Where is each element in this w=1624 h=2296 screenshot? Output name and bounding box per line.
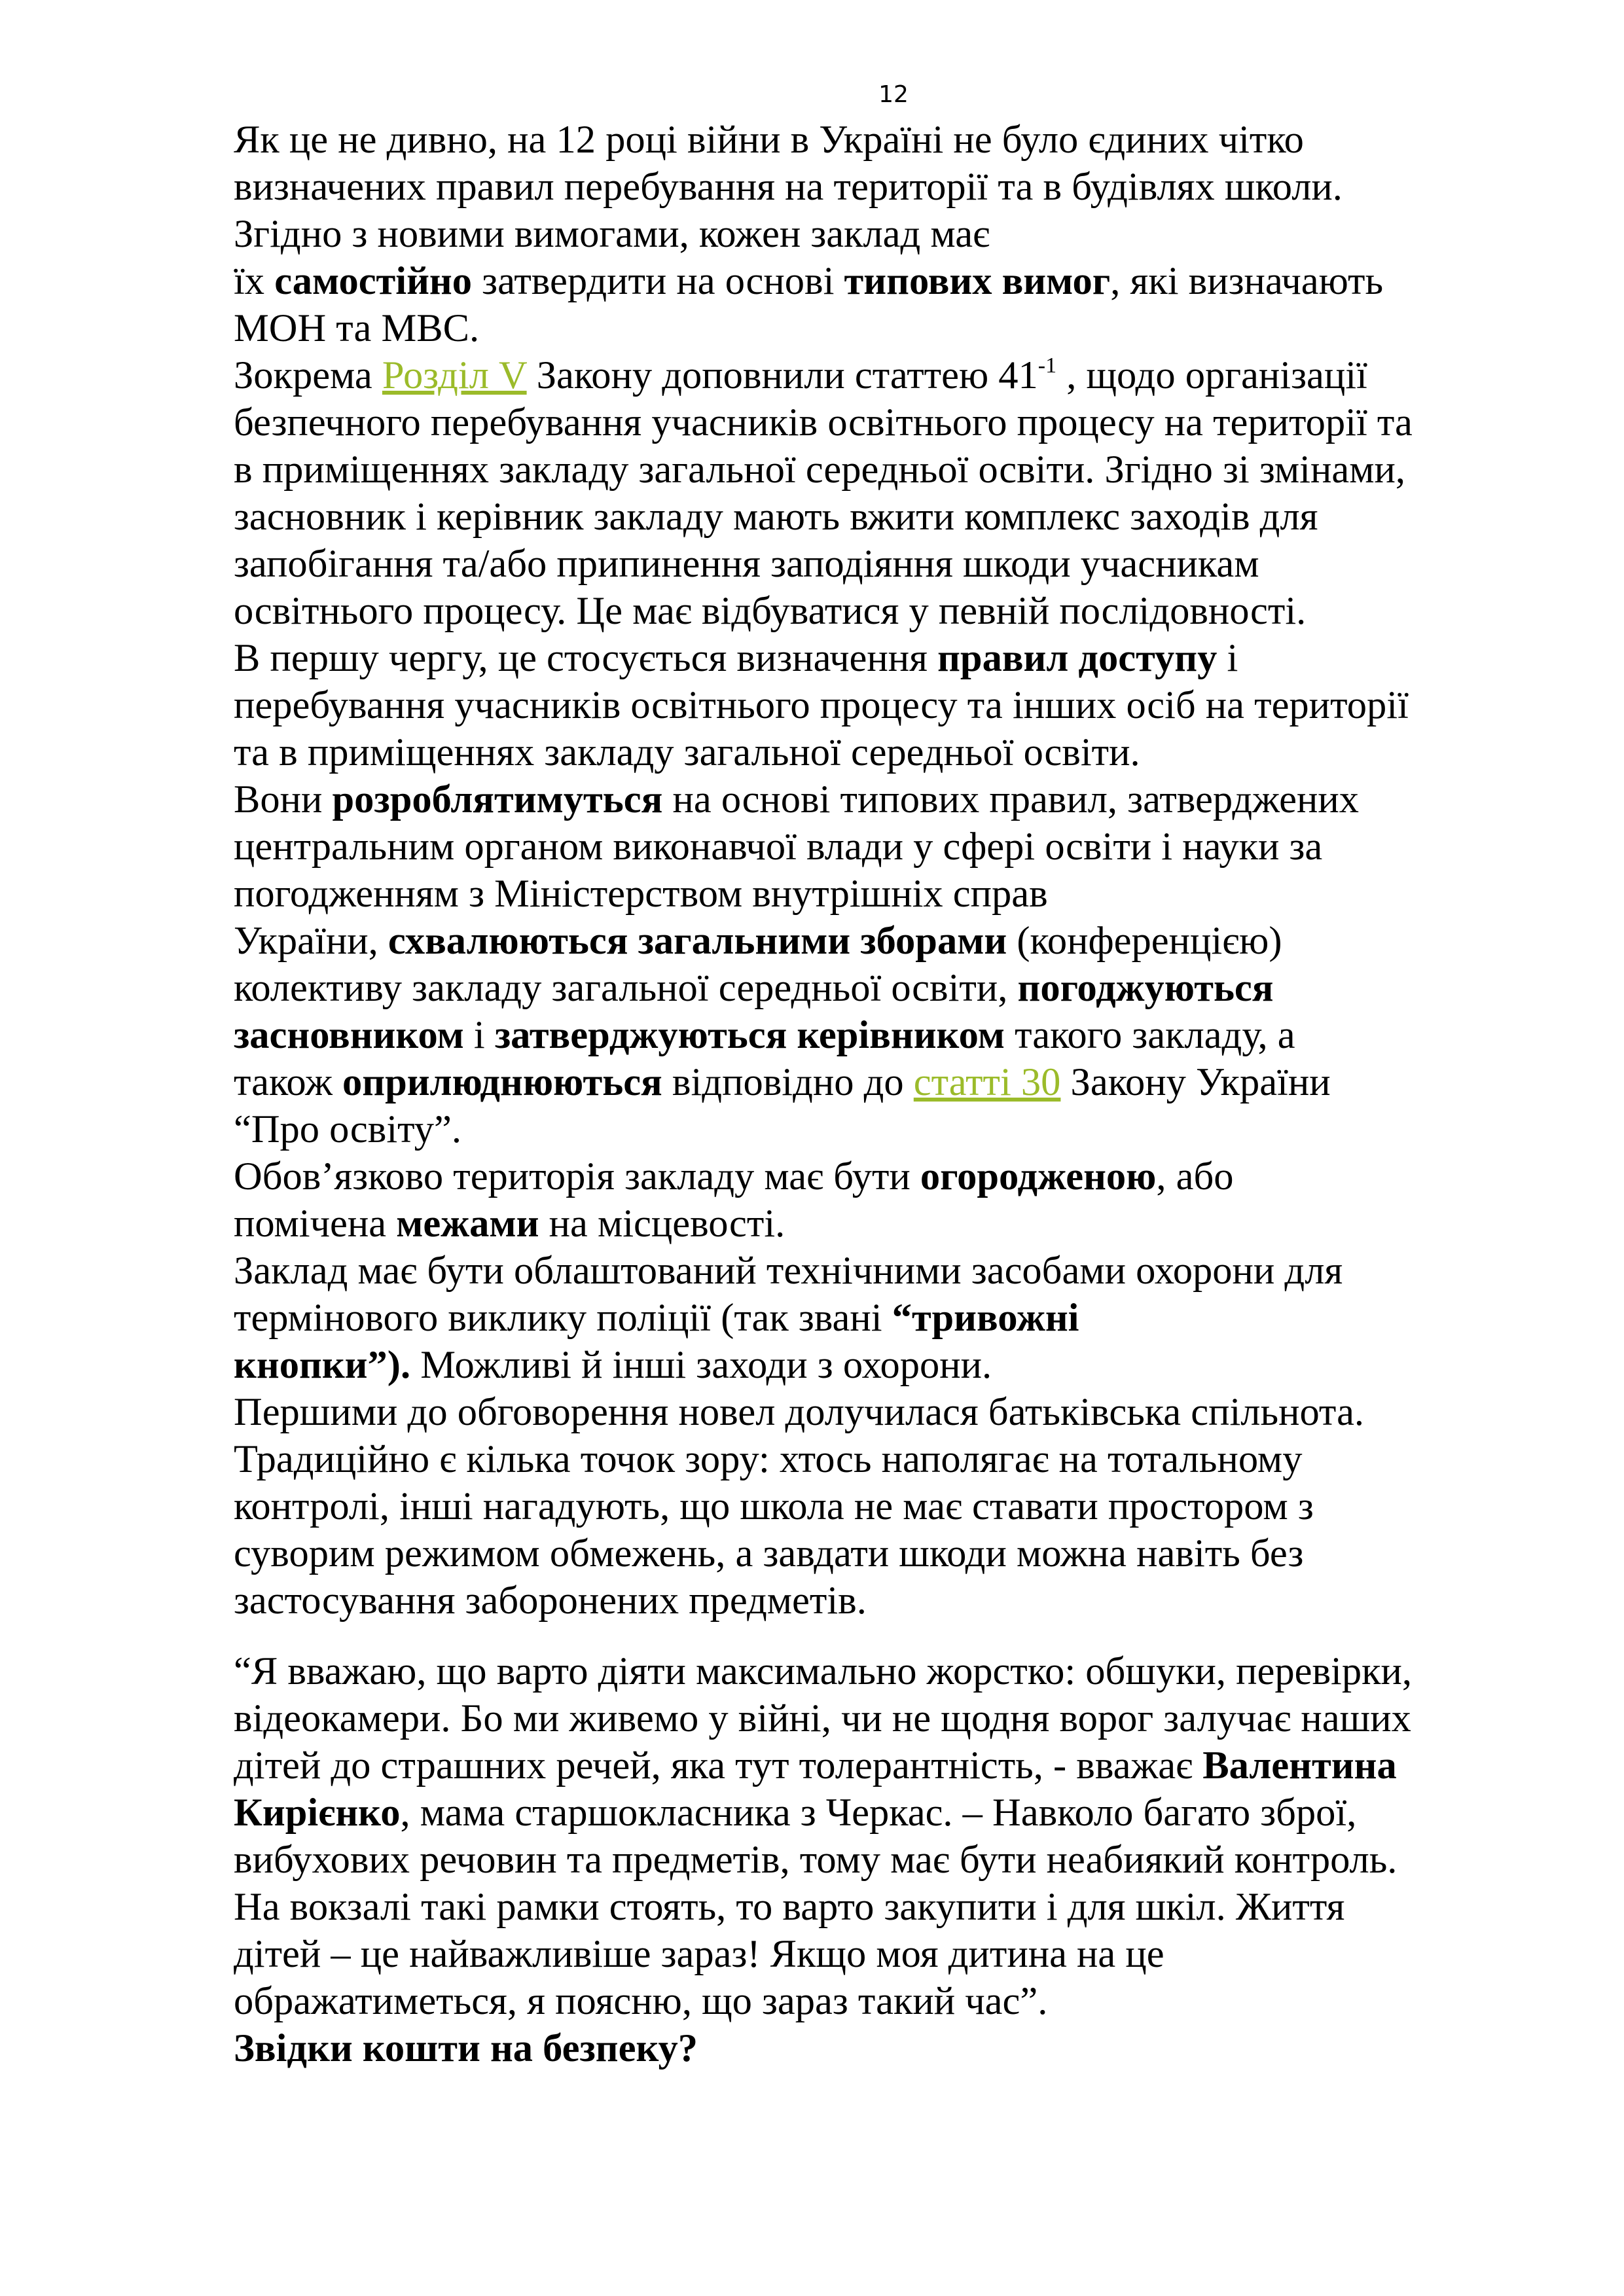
document-body bbox=[234, 117, 1510, 2072]
text-run: МОН та МВС. bbox=[234, 306, 480, 350]
text-run: В першу чергу, це стосується визначення bbox=[234, 636, 938, 680]
superscript: -1 bbox=[1038, 353, 1057, 378]
text-run: також bbox=[234, 1060, 343, 1104]
text-line bbox=[234, 1884, 1510, 1931]
text-line bbox=[234, 1012, 1510, 1059]
text-run: Закону України bbox=[1060, 1060, 1331, 1104]
paragraph-gap bbox=[234, 1624, 1510, 1648]
text-line bbox=[234, 258, 1510, 305]
text-line bbox=[234, 164, 1510, 211]
text-run: термінового виклику поліції (так звані bbox=[234, 1296, 892, 1340]
text-line bbox=[234, 211, 1510, 258]
text-line bbox=[234, 1695, 1510, 1742]
text-line bbox=[234, 1931, 1510, 1978]
text-run: відеокамери. Бо ми живемо у війні, чи не щодня ворог залучає наших bbox=[234, 1696, 1411, 1740]
bold-text: самостійно bbox=[274, 259, 473, 303]
text-line bbox=[234, 446, 1510, 493]
text-line bbox=[234, 1389, 1510, 1436]
text-run: освітнього процесу. Це має відбуватися у певній послідовності. bbox=[234, 589, 1307, 633]
text-run: “Я вважаю, що варто діяти максимально жорстко: обшуки, перевірки, bbox=[234, 1649, 1412, 1693]
text-line bbox=[234, 1153, 1510, 1200]
inline-link[interactable]: статті 30 bbox=[913, 1060, 1061, 1104]
text-line bbox=[234, 682, 1510, 729]
text-run: визначених правил перебування на території та в будівлях школи. bbox=[234, 165, 1343, 209]
text-run: , або bbox=[1156, 1155, 1234, 1198]
text-line bbox=[234, 541, 1510, 588]
text-line bbox=[234, 588, 1510, 635]
text-line bbox=[234, 399, 1510, 446]
bold-text: засновником bbox=[234, 1013, 464, 1057]
text-line bbox=[234, 1837, 1510, 1884]
bold-text: оприлюднюються bbox=[342, 1060, 662, 1104]
inline-link[interactable]: Розділ V bbox=[382, 353, 527, 397]
text-run: , які визначають bbox=[1110, 259, 1384, 303]
text-run: центральним органом виконавчої влади у сфері освіти і науки за bbox=[234, 825, 1323, 869]
text-run: та в приміщеннях закладу загальної середньої освіти. bbox=[234, 730, 1140, 774]
text-run: відповідно до bbox=[662, 1060, 914, 1104]
text-run: на основі типових правил, затверджених bbox=[662, 778, 1359, 821]
text-line bbox=[234, 1530, 1510, 1577]
text-run: такого закладу, а bbox=[1004, 1013, 1295, 1057]
bold-text: розроблятимуться bbox=[332, 778, 663, 821]
text-line bbox=[234, 1059, 1510, 1106]
text-line bbox=[234, 823, 1510, 870]
text-run: на місцевості. bbox=[539, 1202, 785, 1246]
text-run: України, bbox=[234, 919, 388, 963]
text-run: колективу закладу загальної середньої освіти, bbox=[234, 966, 1018, 1010]
bold-text: “тривожні bbox=[892, 1296, 1079, 1340]
text-line bbox=[234, 1648, 1510, 1695]
bold-text: Кирієнко bbox=[234, 1791, 401, 1835]
page-number: 12 bbox=[878, 81, 909, 108]
text-line bbox=[234, 1789, 1510, 1837]
text-run: Вони bbox=[234, 778, 333, 821]
text-run: ображатиметься, я поясню, що зараз такий час”. bbox=[234, 1979, 1048, 2023]
text-line bbox=[234, 635, 1510, 682]
text-run: дітей до страшних речей, яка тут толерантність, - вважає bbox=[234, 1744, 1203, 1787]
bold-text: Валентина bbox=[1202, 1744, 1397, 1787]
text-run: Першими до обговорення новел долучилася батьківська спільнота. bbox=[234, 1390, 1365, 1434]
text-run: , щодо організації bbox=[1056, 353, 1367, 397]
text-line bbox=[234, 870, 1510, 918]
text-run: На вокзалі такі рамки стоять, то варто закупити і для шкіл. Життя bbox=[234, 1885, 1345, 1929]
text-line bbox=[234, 1295, 1510, 1342]
text-line bbox=[234, 1483, 1510, 1530]
text-run: , мама старшокласника з Черкас. – Навколо багато зброї, bbox=[400, 1791, 1357, 1835]
text-run: Як це не дивно, на 12 році війни в Україні не було єдиних чітко bbox=[234, 118, 1304, 162]
text-run: Можливі й інші заходи з охорони. bbox=[410, 1343, 992, 1387]
text-run: затвердити на основі bbox=[472, 259, 844, 303]
text-run: помічена bbox=[234, 1202, 397, 1246]
text-run: Закону доповнили статтею 41 bbox=[526, 353, 1038, 397]
bold-text: правил доступу bbox=[937, 636, 1218, 680]
text-line bbox=[234, 1106, 1510, 1153]
text-run: Традиційно є кілька точок зору: хтось наполягає на тотальному bbox=[234, 1437, 1303, 1481]
text-run: їх bbox=[234, 259, 275, 303]
text-run: в приміщеннях закладу загальної середньої освіти. Згідно зі змінами, bbox=[234, 448, 1406, 492]
text-run: і bbox=[1217, 636, 1238, 680]
bold-text: погоджуються bbox=[1017, 966, 1274, 1010]
text-line bbox=[234, 1742, 1510, 1789]
bold-text: кнопки”). bbox=[234, 1343, 411, 1387]
text-line bbox=[234, 2025, 1510, 2072]
text-run: Обов’язково територія закладу має бути bbox=[234, 1155, 920, 1198]
text-line bbox=[234, 776, 1510, 823]
text-line bbox=[234, 729, 1510, 776]
text-run: дітей – це найважливіше зараз! Якщо моя дитина на це bbox=[234, 1932, 1164, 1976]
text-line bbox=[234, 1200, 1510, 1247]
text-run: перебування учасників освітнього процесу та інших осіб на території bbox=[234, 683, 1409, 727]
text-line bbox=[234, 1342, 1510, 1389]
text-line bbox=[234, 1577, 1510, 1624]
text-run: Заклад має бути облаштований технічними засобами охорони для bbox=[234, 1249, 1343, 1293]
text-line bbox=[234, 918, 1510, 965]
text-run: і bbox=[463, 1013, 495, 1057]
text-line bbox=[234, 965, 1510, 1012]
text-run: безпечного перебування учасників освітнього процесу на території та bbox=[234, 401, 1413, 444]
text-run: вибухових речовин та предметів, тому має бути неабиякий контроль. bbox=[234, 1838, 1398, 1882]
text-line bbox=[234, 1436, 1510, 1483]
text-run: Зокрема bbox=[234, 353, 382, 397]
text-run: запобігання та/або припинення заподіяння шкоди учасникам bbox=[234, 542, 1259, 586]
text-run: (конференцією) bbox=[1007, 919, 1282, 963]
text-run: засновник і керівник закладу мають вжити комплекс заходів для bbox=[234, 495, 1318, 539]
text-run: контролі, інші нагадують, що школа не має ставати простором з bbox=[234, 1484, 1314, 1528]
bold-text: межами bbox=[396, 1202, 539, 1246]
text-line bbox=[234, 493, 1510, 541]
text-run: погодженням з Міністерством внутрішніх справ bbox=[234, 872, 1048, 916]
bold-text: затверджуються керівником bbox=[494, 1013, 1005, 1057]
text-line bbox=[234, 117, 1510, 164]
text-run: Згідно з новими вимогами, кожен заклад має bbox=[234, 212, 990, 256]
text-line bbox=[234, 1978, 1510, 2025]
text-line bbox=[234, 305, 1510, 352]
text-run: суворим режимом обмежень, а завдати шкоди можна навіть без bbox=[234, 1532, 1304, 1575]
bold-text: типових вимог bbox=[844, 259, 1111, 303]
text-line bbox=[234, 352, 1510, 399]
bold-text: схвалюються загальними зборами bbox=[388, 919, 1007, 963]
text-run: застосування заборонених предметів. bbox=[234, 1579, 867, 1623]
bold-text: огородженою bbox=[920, 1155, 1157, 1198]
text-run: “Про освіту”. bbox=[234, 1107, 462, 1151]
bold-text: Звідки кошти на безпеку? bbox=[234, 2026, 698, 2070]
text-line bbox=[234, 1247, 1510, 1295]
